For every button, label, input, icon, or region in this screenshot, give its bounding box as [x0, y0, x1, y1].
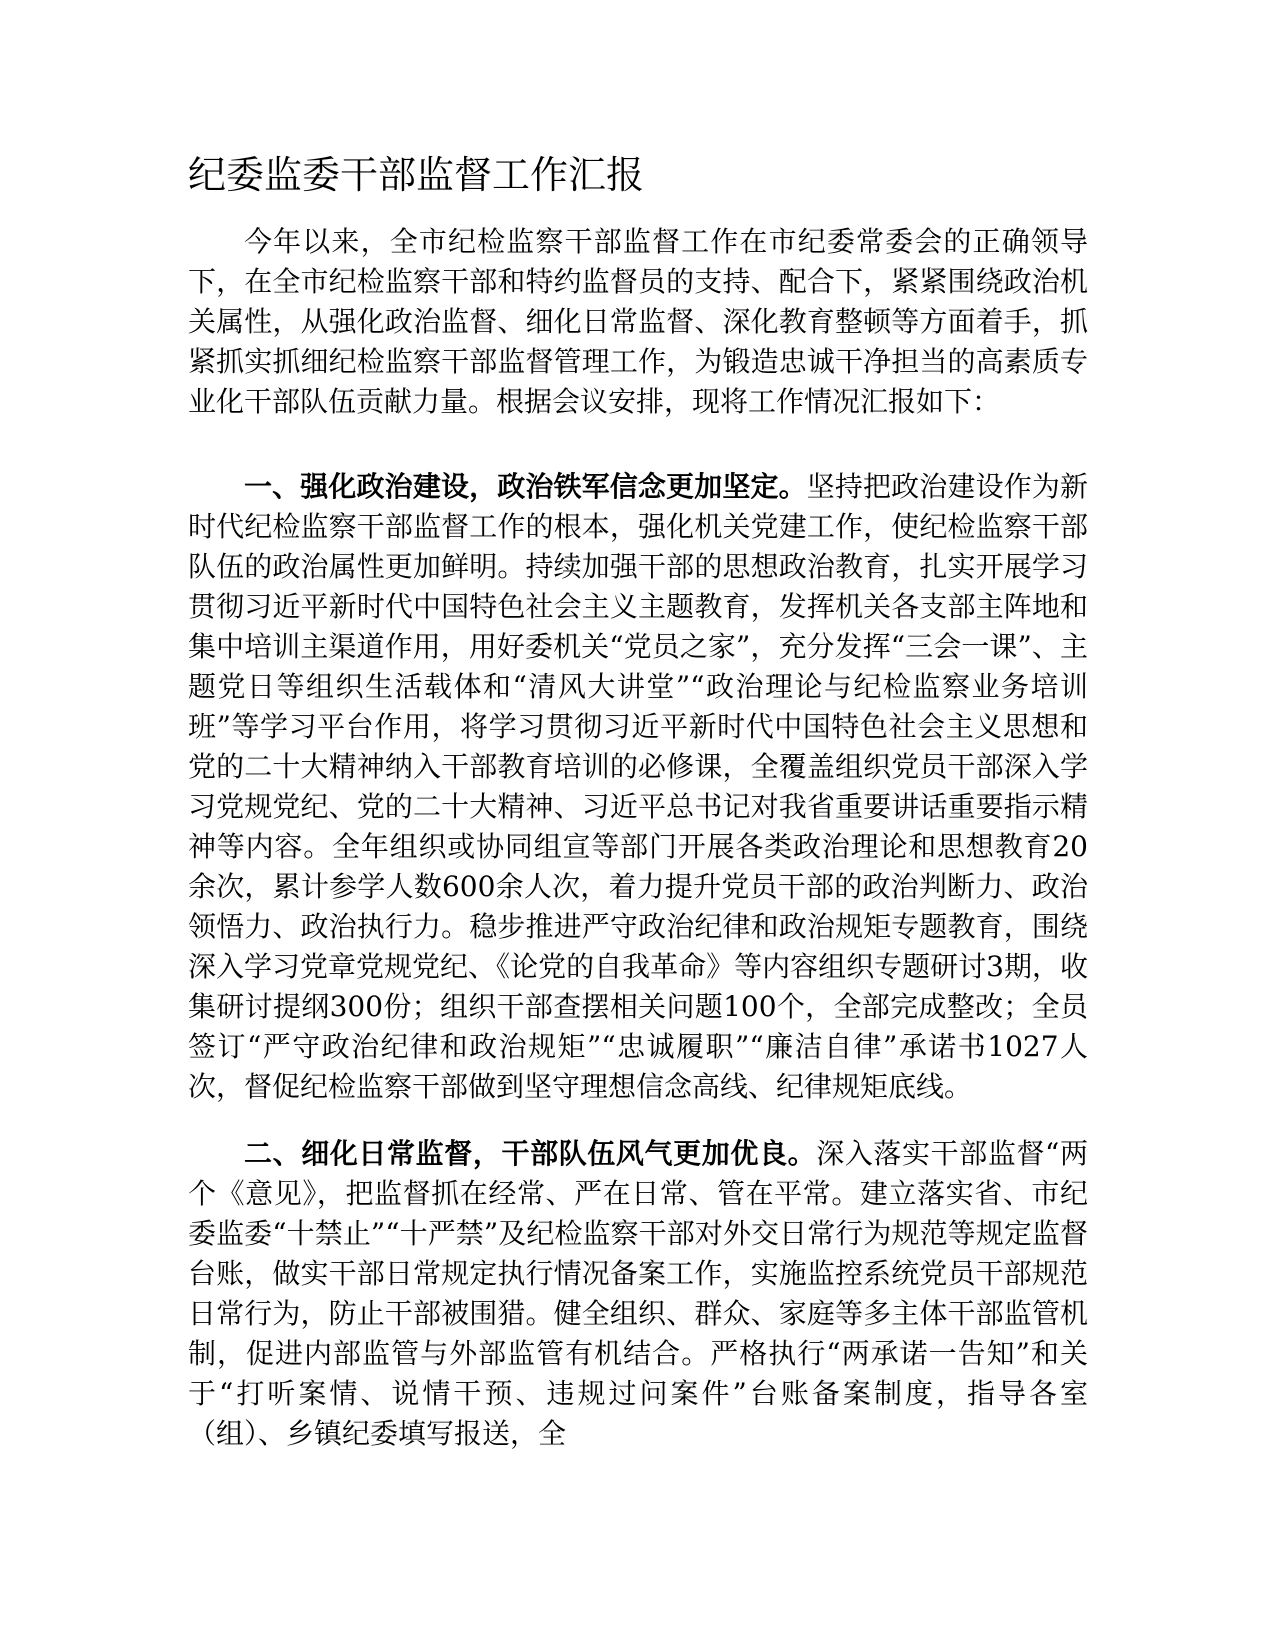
section-one-body: 坚持把政治建设作为新时代纪检监察干部监督工作的根本，强化机关党建工作，使纪检监察干部队伍的政治属性更加鲜明。持续加强干部的思想政治教育，扎实开展学习贯彻习近平新时代中国特色社会主义主题教育，发挥机关各支部主阵地和集中培训主渠道作用，用好委机关“党员之家”，充分发挥“三会一课”、主题党日等组织生活载体和“清风大讲堂”“政治理论与纪检监察业务培训班”等学习平台作用，将学习贯彻习近平新时代中国特色社会主义思想和党的二十大精神纳入干部教育培训的必修课，全覆盖组织党员干部深入学习党规党纪、党的二十大精神、习近平总书记对我省重要讲话重要指示精神等内容。全年组织或协同组宣等部门开展各类政治理论和思想教育20余次，累计参学人数600余人次，着力提升党员干部的政治判断力、政治领悟力、政治执行力。稳步推进严守政治纪律和政治规矩专题教育，围绕深入学习党章党规党纪、《论党的自我革命》等内容组织专题研讨3期，收集研讨提纲300份；组织干部查摆相关问题100个，全部完成整改；全员签订“严守政治纪律和政治规矩”“忠诚履职”“廉洁自律”承诺书1027人次，督促纪检监察干部做到坚守理想信念高线、纪律规矩底线。 [188, 470, 1088, 1103]
intro-paragraph: 今年以来，全市纪检监察干部监督工作在市纪委常委会的正确领导下，在全市纪检监察干部和特约监督员的支持、配合下，紧紧围绕政治机关属性，从强化政治监督、细化日常监督、深化教育整顿等方面着手，抓紧抓实抓细纪检监察干部监督管理工作，为锻造忠诚干净担当的高素质专业化干部队伍贡献力量。根据会议安排，现将工作情况汇报如下： [188, 225, 1088, 418]
section-two-paragraph [188, 1134, 1088, 1454]
section-one-heading: 一、强化政治建设，政治铁军信念更加坚定。 [244, 470, 807, 503]
section-two-heading: 二、细化日常监督，干部队伍风气更加优良。 [244, 1137, 817, 1170]
section-one-paragraph [188, 467, 1088, 1107]
section-two-body: 深入落实干部监督“两个《意见》，把监督抓在经常、严在日常、管在平常。建立落实省、市纪委监委“十禁止”“十严禁”及纪检监察干部对外交日常行为规范等规定监督台账，做实干部日常规定执行情况备案工作，实施监控系统党员干部规范日常行为，防止干部被围猎。健全组织、群众、家庭等多主体干部监管机制，促进内部监管与外部监管有机结合。严格执行“两承诺一告知”和关于“打听案情、说情干预、违规过问案件”台账备案制度，指导各室（组）、乡镇纪委填写报送，全 [188, 1137, 1088, 1450]
document-title: 纪委监委干部监督工作汇报 [188, 153, 645, 197]
